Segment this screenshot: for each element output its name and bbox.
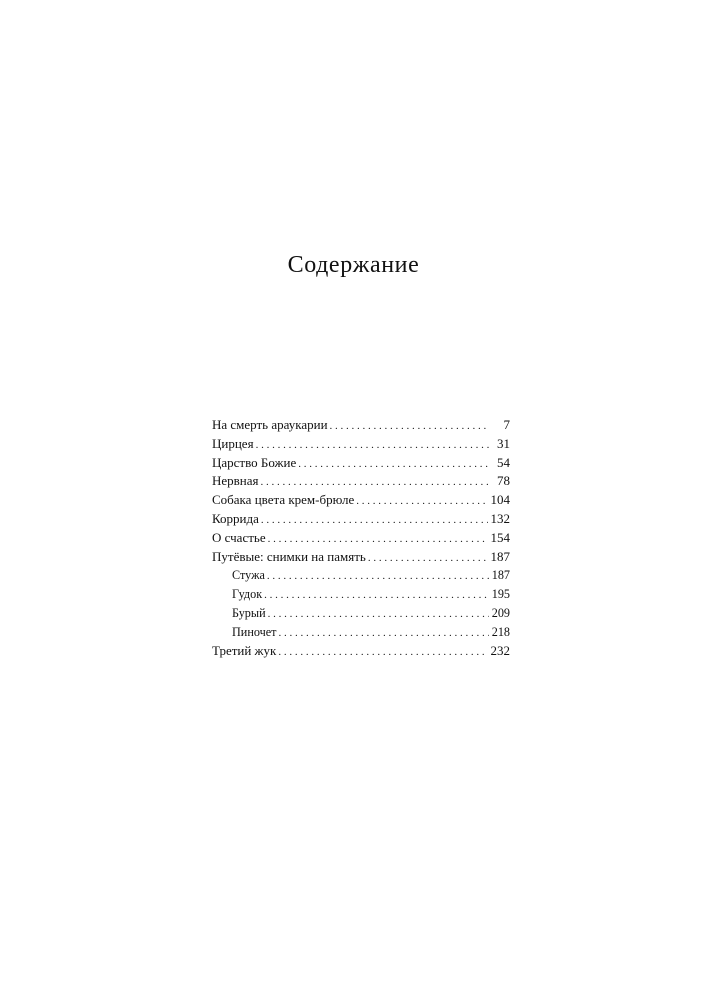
toc-page-number: 7 [503,417,510,432]
dot-leader [264,586,489,604]
toc-page-number: 209 [491,605,510,620]
toc-entry-title: Нервная [212,473,259,489]
dot-leader [298,455,489,473]
toc-entry-title: Коррида [212,510,259,526]
page-title: Содержание [287,252,420,278]
toc-page-number: 78 [497,473,510,489]
toc-page-number: 104 [490,492,510,508]
toc-entry-title: Собака цвета крем-брюле [212,492,355,508]
toc-entry-title: Пиночет [232,624,277,639]
dot-leader [267,567,489,585]
toc-entry [212,472,510,491]
dot-leader [261,511,488,529]
toc-entry-title: Цирцея [212,435,254,451]
toc-page-number: 187 [491,568,510,583]
toc-entry [212,491,510,510]
dot-leader [278,643,487,661]
toc-entry [212,416,510,435]
dot-leader [268,605,489,623]
toc-subentry [212,604,510,623]
toc-entry-title: О счастье [212,529,266,545]
toc-page-number: 54 [497,454,510,470]
toc-page-number: 232 [490,642,510,658]
toc-page-number: 31 [497,435,510,451]
toc-page-number: 132 [490,510,510,526]
dot-leader [279,624,489,642]
dot-leader [330,417,489,435]
toc-entry [212,454,510,473]
toc-entry-title: Путёвые: снимки на память [212,548,366,564]
dot-leader [356,492,487,510]
toc-entry-title: На смерть араукарии [212,417,328,432]
dot-leader [256,436,489,454]
toc-entry-title: Бурый [232,605,266,620]
toc-page-number: 195 [491,587,510,602]
toc-page-number: 154 [490,529,510,545]
dot-leader [261,473,489,491]
toc-entry-title: Третий жук [212,642,277,658]
toc-entry [212,642,510,661]
toc-entry-title: Стужа [232,568,265,583]
toc-subentry [212,623,510,642]
toc-entry [212,435,510,454]
toc-entry [212,510,510,529]
toc-entry [212,529,510,548]
toc-page-number: 218 [491,624,510,639]
dot-leader [268,530,488,548]
toc-subentry [212,585,510,604]
dot-leader [368,549,488,567]
table-of-contents [212,416,510,660]
toc-entry-title: Гудок [232,587,263,602]
toc-page-number: 187 [490,548,510,564]
toc-entry-title: Царство Божие [212,454,297,470]
toc-subentry [212,566,510,585]
toc-entry [212,548,510,567]
